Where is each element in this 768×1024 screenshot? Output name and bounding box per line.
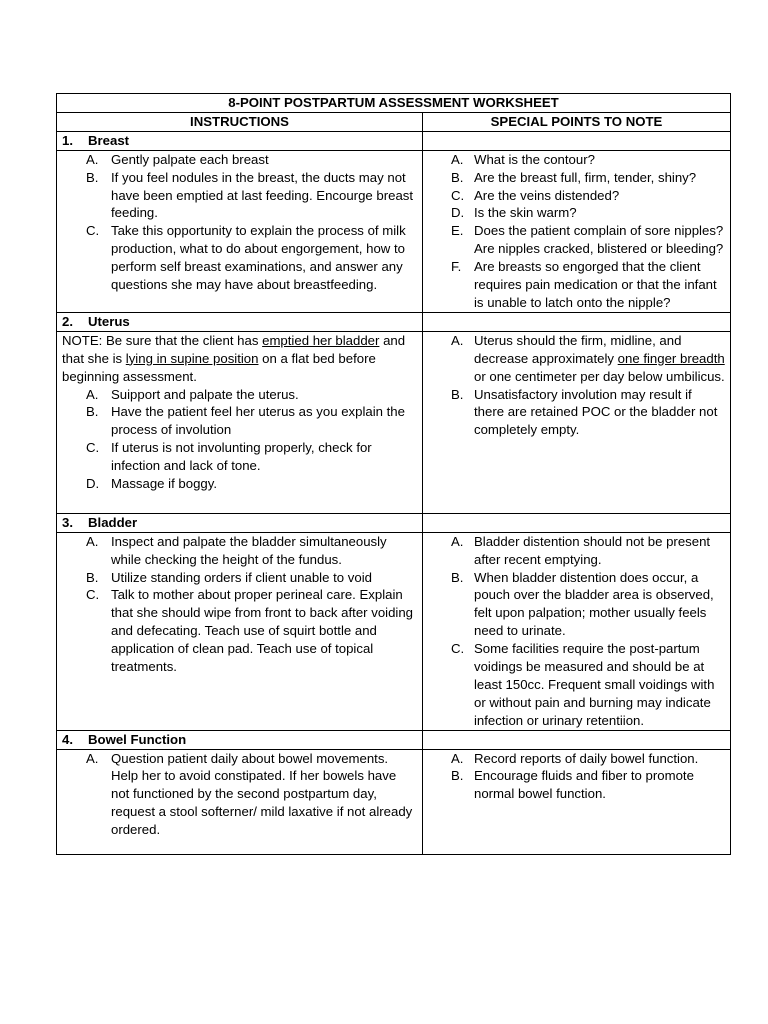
item-text: If you feel nodules in the breast, the ducts may not have been emptied at last feeding. Encourge breast feeding.	[111, 169, 414, 221]
instructions-cell	[57, 331, 423, 513]
item-text: or one centimeter per day below umbilicus.	[474, 368, 725, 384]
item-text: Uterus should the firm, midline, and decrease approximately	[474, 332, 682, 366]
item-text: Record reports of daily bowel function.	[474, 750, 699, 766]
item-marker: C.	[86, 223, 100, 239]
section-header-bladder	[57, 513, 731, 532]
item-text: Does the patient complain of sore nipples? Are nipples cracked, blistered or bleeding?	[474, 223, 724, 257]
points-list	[428, 151, 725, 312]
item-text: Massage if boggy.	[111, 476, 218, 492]
item-marker: D.	[451, 205, 465, 221]
instruction-item	[62, 222, 417, 294]
section-body-uterus	[57, 331, 731, 513]
item-text: When bladder distention does occur, a pouch over the bladder area is observed, felt upon palpation; mother usually feels need to urinate.	[474, 569, 714, 639]
item-marker: A.	[86, 750, 99, 766]
header-row	[57, 112, 731, 131]
point-item	[428, 640, 725, 730]
item-marker: E.	[451, 223, 464, 239]
instruction-item	[62, 403, 417, 439]
section-title: Bowel Function	[88, 731, 187, 747]
point-item	[428, 169, 725, 187]
section-number: 1.	[62, 132, 73, 148]
item-marker: A.	[451, 750, 464, 766]
item-text: Is the skin warm?	[474, 205, 577, 221]
instruction-list	[62, 750, 417, 840]
item-marker: A.	[451, 332, 464, 348]
item-text: Gently palpate each breast	[111, 151, 269, 167]
point-item	[428, 222, 725, 258]
point-item	[428, 258, 725, 312]
point-item	[428, 569, 725, 641]
instruction-item	[62, 439, 417, 475]
section-title-cell	[57, 131, 423, 150]
instruction-item	[62, 750, 417, 840]
points-list	[428, 533, 725, 730]
instruction-item	[62, 151, 417, 169]
instructions-cell	[57, 150, 423, 312]
item-text: If uterus is not involunting properly, check for infection and lack of tone.	[111, 440, 372, 474]
point-item	[428, 750, 725, 768]
item-marker: C.	[451, 187, 465, 203]
empty-cell	[423, 513, 731, 532]
points-cell	[423, 331, 731, 513]
item-marker: B.	[86, 569, 99, 585]
worksheet-title: 8-POINT POSTPARTUM ASSESSMENT WORKSHEET	[57, 94, 731, 113]
section-title-cell	[57, 513, 423, 532]
point-item	[428, 767, 725, 803]
empty-cell	[423, 312, 731, 331]
item-marker: C.	[86, 587, 100, 603]
point-item	[428, 533, 725, 569]
section-body-bowel-function	[57, 749, 731, 854]
item-text: Are breasts so engorged that the client requires pain medication or that the infant is unable to latch onto the nipple?	[474, 259, 717, 310]
item-text: Encourage fluids and fiber to promote normal bowel function.	[474, 768, 694, 802]
note-text: on a flat bed before beginning assessment.	[62, 350, 376, 384]
item-text: Inspect and palpate the bladder simultaneously while checking the height of the fundus.	[111, 533, 387, 567]
item-marker: D.	[86, 476, 100, 492]
points-cell	[423, 150, 731, 312]
instruction-list	[62, 533, 417, 676]
item-text: What is the contour?	[474, 151, 595, 167]
points-list	[428, 750, 725, 804]
item-text: Some facilities require the post-partum voidings be measured and should be at least 150cc. Frequent small voidings with or without pain and burning may indicate infection or urinary retentiion.	[474, 641, 715, 728]
instruction-item	[62, 475, 417, 493]
assessment-worksheet-table	[56, 93, 731, 855]
point-item	[428, 386, 725, 440]
item-marker: B.	[451, 169, 464, 185]
section-header-breast	[57, 131, 731, 150]
item-marker: B.	[86, 404, 99, 420]
note-underlined-text: lying in supine position	[125, 350, 259, 366]
item-marker: A.	[451, 151, 464, 167]
item-marker: A.	[86, 533, 99, 549]
section-number: 3.	[62, 514, 73, 530]
item-text: Unsatisfactory involution may result if there are retained POC or the bladder not completely empty.	[474, 386, 718, 438]
item-text: Talk to mother about proper perineal care. Explain that she should wipe from front to back after voiding and defecating. Teach use of squirt bottle and application of clean pad. Teach use of topical treatments.	[111, 587, 414, 675]
section-header-bowel-function	[57, 730, 731, 749]
point-item	[428, 204, 725, 222]
item-marker: F.	[451, 259, 462, 275]
instructions-header: INSTRUCTIONS	[57, 112, 423, 131]
instruction-list	[62, 386, 417, 493]
instruction-item	[62, 386, 417, 404]
item-text: Utilize standing orders if client unable to void	[111, 569, 372, 585]
section-title-cell	[57, 312, 423, 331]
empty-cell	[423, 131, 731, 150]
item-text: Suipport and palpate the uterus.	[111, 386, 299, 402]
instructions-cell	[57, 749, 423, 854]
section-title: Bladder	[88, 514, 138, 530]
item-text: Take this opportunity to explain the process of milk production, what to do about engorgement, how to perform self breast examinations, and answer any questions she may have about breastfeeding.	[111, 223, 406, 293]
item-marker: B.	[451, 569, 464, 585]
item-text: Have the patient feel her uterus as you explain the process of involution	[111, 404, 405, 438]
special-points-header: SPECIAL POINTS TO NOTE	[423, 112, 731, 131]
point-item	[428, 151, 725, 169]
points-cell	[423, 749, 731, 854]
points-list	[428, 332, 725, 439]
item-marker: B.	[451, 386, 464, 402]
instruction-list	[62, 151, 417, 294]
uterus-note	[62, 332, 417, 386]
instruction-item	[62, 533, 417, 569]
section-title: Uterus	[88, 313, 130, 329]
title-row	[57, 94, 731, 113]
instruction-item	[62, 169, 417, 223]
note-text: NOTE: Be sure that the client has	[62, 332, 263, 348]
item-text: Are the breast full, firm, tender, shiny?	[474, 169, 697, 185]
section-number: 4.	[62, 731, 73, 747]
points-cell	[423, 532, 731, 730]
instruction-item	[62, 569, 417, 587]
item-marker: C.	[451, 641, 465, 657]
section-title: Breast	[88, 132, 130, 148]
section-header-uterus	[57, 312, 731, 331]
item-text: Bladder distention should not be present after recent emptying.	[474, 533, 711, 567]
note-underlined-text: emptied her bladder	[262, 332, 380, 348]
empty-cell	[423, 730, 731, 749]
item-marker: B.	[451, 768, 464, 784]
note-text: and that she is	[62, 332, 406, 366]
item-marker: A.	[451, 533, 464, 549]
section-body-breast	[57, 150, 731, 312]
item-text: Question patient daily about bowel movements. Help her to avoid constipated. If her bowels have not functioned by the second postpartum day, request a stool softerner/ mild laxative if not already ordered.	[111, 750, 413, 838]
item-marker: B.	[86, 169, 99, 185]
section-number: 2.	[62, 313, 73, 329]
item-marker: A.	[86, 151, 99, 167]
instruction-item	[62, 586, 417, 676]
item-text: Are the veins distended?	[474, 187, 620, 203]
item-underlined-text: one finger breadth	[617, 350, 725, 366]
point-item	[428, 332, 725, 386]
point-item	[428, 187, 725, 205]
item-marker: C.	[86, 440, 100, 456]
section-title-cell	[57, 730, 423, 749]
section-body-bladder	[57, 532, 731, 730]
item-marker: A.	[86, 386, 99, 402]
instructions-cell	[57, 532, 423, 730]
